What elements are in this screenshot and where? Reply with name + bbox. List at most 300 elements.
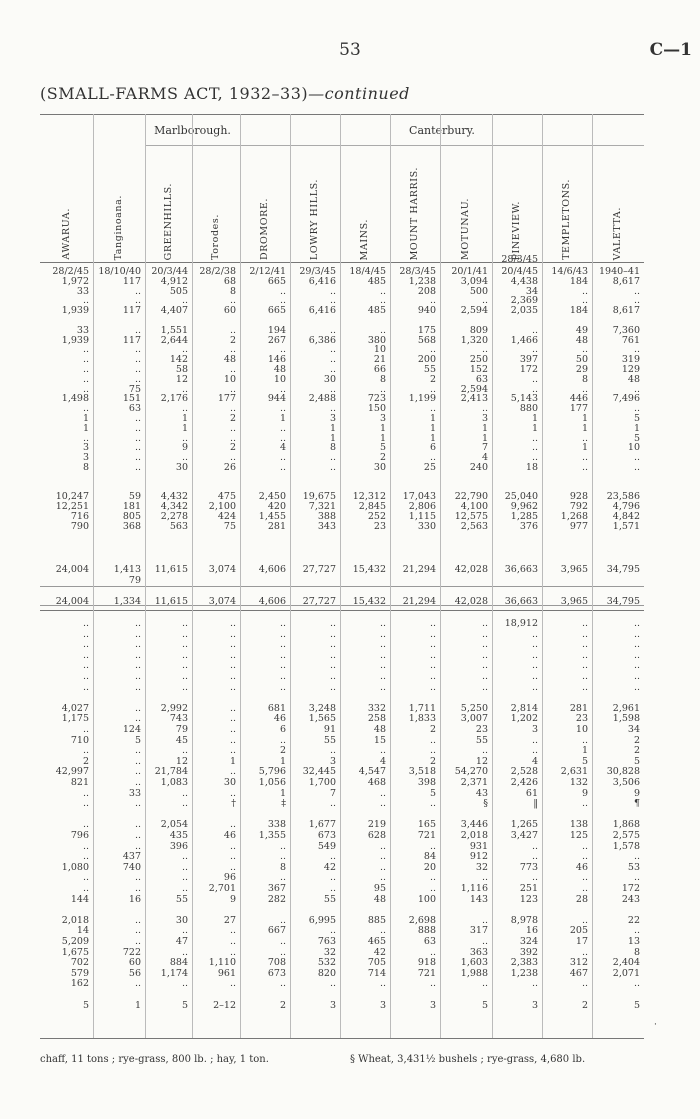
table-cell: 3 — [82, 452, 89, 464]
table-cell: .. — [279, 639, 286, 651]
table-cell: 208 — [417, 285, 436, 297]
table-cell: 931 — [469, 840, 488, 852]
table-cell: .. — [581, 681, 588, 693]
table-cell: .. — [329, 798, 336, 810]
table-cell: .. — [633, 628, 640, 640]
table-cell: 10 — [575, 724, 588, 735]
table-cell: 10 — [223, 373, 236, 385]
table-cell: .. — [633, 295, 640, 307]
table-cell: 1,115 — [408, 511, 436, 522]
table-cell: 7 — [329, 787, 336, 799]
table-cell: 55 — [323, 893, 336, 905]
table-cell: 1,238 — [408, 275, 436, 287]
table-cell: 1 — [429, 413, 436, 424]
table-cell: .. — [279, 649, 286, 661]
table-cell: 3 — [481, 413, 488, 424]
table-cell: .. — [279, 422, 286, 434]
table-cell: .. — [531, 671, 538, 682]
table-cell: .. — [134, 618, 141, 629]
table-cell: 1,466 — [510, 334, 538, 346]
table-cell: .. — [82, 798, 89, 810]
table-cell: 36,663 — [504, 564, 538, 575]
table-cell: .. — [82, 671, 89, 682]
table-cell: .. — [181, 628, 188, 640]
table-cell: .. — [229, 649, 236, 661]
table-cell: 2,701 — [208, 883, 236, 894]
table-cell: .. — [531, 851, 538, 863]
table-cell: 392 — [519, 946, 538, 958]
table-cell: .. — [531, 639, 538, 651]
table-cell: .. — [181, 745, 188, 757]
table-cell: 50 — [575, 354, 588, 366]
table-cell: 708 — [267, 957, 286, 969]
table-cell: 6 — [429, 442, 436, 454]
table-cell: .. — [481, 745, 488, 757]
table-cell: .. — [531, 383, 538, 395]
table-cell: .. — [279, 978, 286, 990]
table-cell: 796 — [70, 830, 89, 841]
table-cell: 200 — [417, 354, 436, 366]
table-cell: 1 — [329, 422, 336, 434]
table-cell: 2 — [279, 745, 286, 757]
table-cell: 258 — [367, 713, 386, 725]
table-cell: 34 — [525, 285, 538, 297]
table-cell: .. — [82, 883, 89, 894]
table-cell: .. — [633, 452, 640, 464]
table-cell: .. — [134, 819, 141, 831]
table-cell: .. — [82, 628, 89, 640]
table-cell: .. — [379, 628, 386, 640]
table-cell: 251 — [519, 883, 538, 894]
table-cell: 20 — [423, 861, 436, 873]
table-cell: 5,250 — [460, 702, 488, 714]
table-cell: 60 — [223, 305, 236, 317]
table-cell: 63 — [423, 936, 436, 947]
table-cell: 25 — [423, 462, 436, 473]
table-cell: .. — [329, 618, 336, 629]
table-cell: 2/12/41 — [249, 266, 286, 277]
table-cell: 343 — [317, 520, 336, 532]
column-header — [610, 150, 628, 260]
table-cell: .. — [82, 840, 89, 852]
table-cell: .. — [429, 295, 436, 307]
table-cell: 579 — [70, 967, 89, 979]
table-cell: 21,784 — [154, 766, 188, 778]
table-cell: 172 — [621, 883, 640, 894]
table-cell: .. — [134, 639, 141, 651]
table-cell: 48 — [223, 354, 236, 366]
table-cell: 4 — [279, 442, 286, 454]
table-cell: 681 — [267, 702, 286, 714]
table-cell: 1,238 — [510, 967, 538, 979]
table-cell: .. — [481, 936, 488, 947]
table-cell: 252 — [367, 511, 386, 522]
table-cell: .. — [531, 649, 538, 661]
table-cell: 42 — [323, 861, 336, 873]
footnote-right: § Wheat, 3,431½ bushels ; rye-grass, 4,680 lb. — [350, 1054, 586, 1065]
column-header — [208, 150, 226, 260]
table-cell: .. — [329, 883, 336, 894]
table-cell: .. — [581, 462, 588, 473]
table-cell: 21 — [373, 354, 386, 366]
table-cell: 25,040 — [504, 491, 538, 503]
table-cell: .. — [379, 851, 386, 863]
table-cell: 150 — [367, 403, 386, 415]
table-cell: 424 — [217, 511, 236, 522]
table-cell: .. — [531, 452, 538, 464]
table-cell: .. — [581, 671, 588, 682]
table-cell: 30 — [175, 914, 188, 926]
table-cell: .. — [279, 462, 286, 473]
table-cell: 43 — [475, 787, 488, 799]
table-cell: .. — [581, 946, 588, 958]
table-cell: 2 — [279, 999, 286, 1011]
table-cell: 19,675 — [302, 491, 336, 503]
table-cell: .. — [134, 628, 141, 640]
table-cell: 475 — [217, 491, 236, 503]
table-cell: 705 — [367, 957, 386, 969]
table-cell: 181 — [122, 501, 141, 513]
table-cell: 1 — [633, 422, 640, 434]
table-cell: .. — [379, 925, 386, 937]
table-cell: 13 — [627, 936, 640, 947]
table-cell: .. — [134, 914, 141, 926]
table-cell: 68 — [223, 275, 236, 287]
table-cell: 2 — [229, 442, 236, 454]
table-cell: .. — [329, 925, 336, 937]
header-bottom-rule — [40, 262, 644, 263]
table-cell: 2,631 — [560, 766, 588, 778]
table-cell: .. — [82, 383, 89, 395]
table-cell: 20/3/44 — [151, 266, 188, 277]
table-cell: 563 — [169, 520, 188, 532]
table-cell: .. — [481, 344, 488, 356]
table-cell: 177 — [217, 393, 236, 405]
table-cell: 3 — [82, 442, 89, 454]
table-cell: 1,578 — [612, 840, 640, 852]
table-cell: .. — [429, 978, 436, 990]
table-cell: .. — [429, 840, 436, 852]
table-cell: 500 — [469, 285, 488, 297]
table-cell: 722 — [122, 946, 141, 958]
table-cell: 240 — [469, 462, 488, 473]
table-cell: 184 — [569, 305, 588, 317]
table-cell: 437 — [122, 851, 141, 863]
table-cell: .. — [279, 628, 286, 640]
table-cell: 142 — [169, 354, 188, 366]
table-cell: 549 — [317, 840, 336, 852]
table-cell: .. — [181, 403, 188, 415]
table-cell: 4 — [531, 755, 538, 767]
table-cell: 5 — [181, 999, 188, 1011]
table-cell: .. — [429, 883, 436, 894]
table-cell: 8 — [82, 462, 89, 473]
table-cell: 2,100 — [208, 501, 236, 513]
table-cell: .. — [429, 798, 436, 810]
table-cell: 138 — [569, 819, 588, 831]
table-cell: 12 — [475, 755, 488, 767]
column-header — [161, 150, 179, 260]
table-cell: 79 — [128, 575, 141, 586]
table-cell: 34,795 — [606, 564, 640, 575]
table-cell: 884 — [169, 957, 188, 969]
table-cell: 8 — [633, 946, 640, 958]
table-cell: .. — [581, 851, 588, 863]
table-cell: 1,202 — [510, 713, 538, 725]
table-cell: 1 — [481, 422, 488, 434]
table-cell: .. — [229, 745, 236, 757]
table-cell: .. — [379, 285, 386, 297]
table-cell: .. — [181, 649, 188, 661]
table-cell: 11,615 — [154, 564, 188, 575]
table-cell: 24,004 — [55, 564, 89, 575]
table-cell: .. — [581, 798, 588, 810]
table-cell: 46 — [273, 713, 286, 725]
table-cell: .. — [429, 639, 436, 651]
table-cell: 3,094 — [460, 275, 488, 287]
table-cell: 2 — [429, 755, 436, 767]
table-cell: 1 — [581, 745, 588, 757]
table-cell: .. — [481, 872, 488, 884]
table-cell: 2,845 — [358, 501, 386, 513]
table-cell: .. — [229, 936, 236, 947]
table-cell: 46 — [223, 830, 236, 841]
table-cell: 1,939 — [61, 305, 89, 317]
table-cell: .. — [229, 660, 236, 672]
table-cell: .. — [633, 681, 640, 693]
table-cell: .. — [481, 978, 488, 990]
table-cell: .. — [531, 978, 538, 990]
table-cell: 961 — [217, 967, 236, 979]
table-cell: 792 — [569, 501, 588, 513]
table-cell: 162 — [70, 978, 89, 990]
table-cell: 8 — [379, 373, 386, 385]
table-cell: .. — [531, 344, 538, 356]
table-cell: 48 — [575, 334, 588, 346]
table-cell: 17,043 — [402, 491, 436, 503]
table-cell: .. — [181, 432, 188, 444]
table-cell: 2,413 — [460, 393, 488, 405]
table-cell: .. — [181, 798, 188, 810]
table-cell: 1,939 — [61, 334, 89, 346]
table-cell: .. — [134, 364, 141, 375]
table-cell: 485 — [367, 275, 386, 287]
table-cell: 376 — [519, 520, 538, 532]
table-cell: 75 — [128, 383, 141, 395]
table-cell: 367 — [267, 883, 286, 894]
table-cell: 1,598 — [612, 713, 640, 725]
table-cell: 761 — [621, 334, 640, 346]
table-cell: 1 — [531, 413, 538, 424]
column-header — [111, 150, 129, 260]
table-cell: 1 — [531, 422, 538, 434]
table-cell: .. — [329, 462, 336, 473]
table-cell: 24,004 — [55, 596, 89, 607]
table-cell: 7,496 — [612, 393, 640, 405]
table-cell: .. — [134, 295, 141, 307]
table-cell: 5 — [429, 787, 436, 799]
table-cell: 15 — [373, 734, 386, 746]
table-cell: 1 — [279, 755, 286, 767]
table-cell: .. — [134, 978, 141, 990]
table-cell: .. — [531, 324, 538, 336]
table-cell: 18/4/45 — [349, 266, 386, 277]
table-cell: 20/4/45 — [501, 266, 538, 277]
table-cell: 1 — [82, 422, 89, 434]
table-cell: .. — [134, 660, 141, 672]
table-cell: 29 — [575, 364, 588, 375]
table-cell: 34,795 — [606, 596, 640, 607]
table-cell: 4,796 — [612, 501, 640, 513]
table-cell: .. — [134, 745, 141, 757]
table-cell: .. — [229, 618, 236, 629]
table-cell: .. — [181, 452, 188, 464]
table-cell: .. — [82, 403, 89, 415]
table-cell: .. — [82, 724, 89, 735]
table-cell: 48 — [373, 893, 386, 905]
table-cell: 5 — [82, 999, 89, 1011]
table-cell: 100 — [417, 893, 436, 905]
table-cell: .. — [581, 914, 588, 926]
table-cell: 23 — [373, 520, 386, 532]
table-cell: .. — [229, 766, 236, 778]
table-cell: .. — [531, 872, 538, 884]
table-cell: 940 — [417, 305, 436, 317]
table-cell: .. — [134, 462, 141, 473]
table-cell: .. — [329, 354, 336, 366]
table-cell: 8 — [581, 373, 588, 385]
table-cell: .. — [481, 649, 488, 661]
table-cell: 4,100 — [460, 501, 488, 513]
table-cell: .. — [181, 978, 188, 990]
table-cell: .. — [229, 978, 236, 990]
table-cell: 3 — [531, 724, 538, 735]
table-cell: .. — [279, 840, 286, 852]
table-cell: 628 — [367, 830, 386, 841]
table-cell: 53 — [627, 861, 640, 873]
table-cell: .. — [82, 649, 89, 661]
table-cell: 152 — [469, 364, 488, 375]
table-cell: 1 — [329, 432, 336, 444]
table-cell: 29/3/45 — [299, 266, 336, 277]
table-cell: .. — [531, 660, 538, 672]
table-cell: .. — [181, 618, 188, 629]
table-cell: 2,071 — [612, 967, 640, 979]
table-cell: .. — [134, 777, 141, 788]
table-cell: .. — [429, 649, 436, 661]
table-cell: 1,116 — [460, 883, 488, 894]
table-cell: 5 — [379, 442, 386, 454]
table-cell: .. — [329, 671, 336, 682]
table-cell: 1,455 — [258, 511, 286, 522]
table-cell: 918 — [417, 957, 436, 969]
table-cell: .. — [229, 787, 236, 799]
table-cell: .. — [134, 766, 141, 778]
table-cell: .. — [82, 344, 89, 356]
table-cell: 219 — [367, 819, 386, 831]
table-cell: .. — [633, 851, 640, 863]
table-cell: 30,828 — [606, 766, 640, 778]
table-cell: .. — [229, 452, 236, 464]
table-cell: 1,833 — [408, 713, 436, 725]
table-cell: .. — [229, 422, 236, 434]
table-cell: 710 — [70, 734, 89, 746]
table-cell: 146 — [267, 354, 286, 366]
table-cell: .. — [581, 344, 588, 356]
table-cell: .. — [82, 432, 89, 444]
table-cell: 7,360 — [612, 324, 640, 336]
table-cell: .. — [329, 628, 336, 640]
table-cell: 3,446 — [460, 819, 488, 831]
table-cell: 3,074 — [208, 596, 236, 607]
group-canterbury: Canterbury. — [409, 124, 475, 137]
table-cell: 723 — [367, 393, 386, 405]
table-cell: 2,404 — [612, 957, 640, 969]
table-cell: 96 — [223, 872, 236, 884]
table-cell: 21,294 — [402, 564, 436, 575]
table-cell: .. — [581, 840, 588, 852]
table-cell: 165 — [417, 819, 436, 831]
table-cell: .. — [229, 819, 236, 831]
table-cell: .. — [379, 660, 386, 672]
table-cell: .. — [329, 872, 336, 884]
table-cell: .. — [429, 452, 436, 464]
table-cell: 5 — [134, 734, 141, 746]
table-cell: 59 — [128, 491, 141, 503]
table-cell: 2,961 — [612, 702, 640, 714]
table-cell: .. — [82, 639, 89, 651]
column-header — [59, 150, 77, 260]
table-cell: 1,199 — [408, 393, 436, 405]
table-cell: .. — [429, 734, 436, 746]
table-cell: .. — [379, 872, 386, 884]
table-cell: .. — [429, 946, 436, 958]
table-cell: 665 — [267, 275, 286, 287]
table-cell: 27 — [223, 914, 236, 926]
table-cell: 1 — [181, 422, 188, 434]
table-cell: .. — [82, 745, 89, 757]
table-cell: 2 — [229, 413, 236, 424]
table-cell: 14 — [76, 925, 89, 937]
column-header-label: Tanginoana. — [113, 194, 124, 260]
table-cell: 2,488 — [308, 393, 336, 405]
table-cell: .. — [481, 295, 488, 307]
table-cell: .. — [531, 840, 538, 852]
table-cell: 1 — [429, 422, 436, 434]
table-cell: .. — [379, 639, 386, 651]
table-cell: 54,270 — [454, 766, 488, 778]
table-cell: 3,506 — [612, 777, 640, 788]
table-cell: .. — [379, 618, 386, 629]
table-cell: 1,675 — [61, 946, 89, 958]
table-cell: 467 — [569, 967, 588, 979]
table-cell: 1,268 — [560, 511, 588, 522]
table-cell: .. — [379, 745, 386, 757]
table-cell: 23,586 — [606, 491, 640, 503]
table-cell: 2,018 — [61, 914, 89, 926]
table-cell: 5,209 — [61, 936, 89, 947]
table-cell: 23 — [475, 724, 488, 735]
table-cell: .. — [531, 745, 538, 757]
table-cell: 33 — [128, 787, 141, 799]
table-cell: .. — [329, 344, 336, 356]
column-header — [559, 150, 577, 260]
table-cell: .. — [134, 872, 141, 884]
section-rule — [40, 610, 644, 611]
table-cell: 1 — [379, 422, 386, 434]
table-cell: .. — [379, 798, 386, 810]
table-cell: .. — [82, 295, 89, 307]
